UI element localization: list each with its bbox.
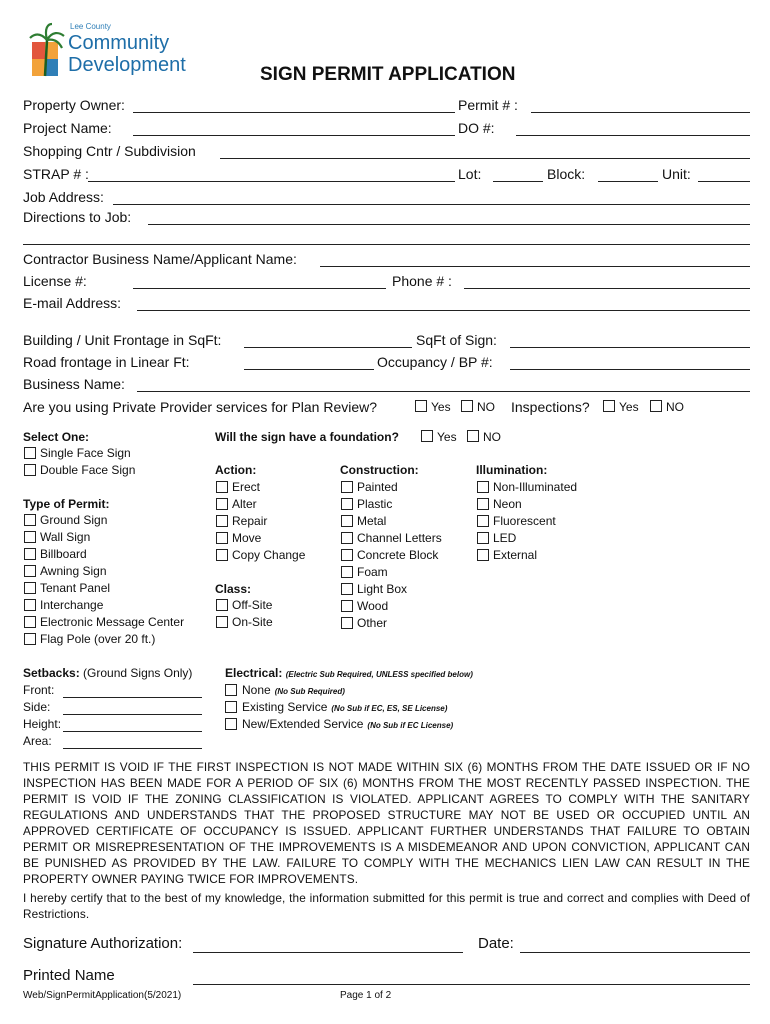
- action-repair-label: Repair: [232, 514, 268, 528]
- shopping-center-label: Shopping Cntr / Subdivision: [23, 143, 196, 159]
- road-frontage-field[interactable]: [244, 369, 374, 370]
- action-erect-label: Erect: [232, 480, 261, 494]
- sign-face-double-face-sign-label: Double Face Sign: [40, 463, 136, 477]
- electrical-existing-service-row: [242, 700, 447, 716]
- phone-field[interactable]: [464, 288, 750, 289]
- electrical-none-row: [242, 683, 345, 699]
- logo-small-text: Lee County: [70, 22, 111, 31]
- construction-plastic-checkbox[interactable]: [341, 498, 353, 510]
- electrical-option-note: (No Sub if EC, ES, SE License): [331, 704, 448, 713]
- action-copy-change-label: Copy Change: [232, 548, 306, 562]
- permit-type-flag-pole-over-20-ft-checkbox[interactable]: [24, 633, 36, 645]
- setback-area-field[interactable]: [63, 748, 202, 749]
- page-number: Page 1 of 2: [340, 990, 392, 1001]
- electrical-option-note: (No Sub Required): [274, 687, 345, 696]
- setback-front-field[interactable]: [63, 697, 202, 698]
- action-repair-checkbox[interactable]: [216, 515, 228, 527]
- construction-light-box-label: Light Box: [357, 582, 408, 596]
- job-address-label: Job Address:: [23, 189, 104, 205]
- printed-name-label: Printed Name: [23, 967, 115, 984]
- electrical-heading: Electrical:: [225, 666, 283, 680]
- block-label: Block:: [547, 166, 586, 182]
- license-field[interactable]: [133, 288, 386, 289]
- page-title: SIGN PERMIT APPLICATION: [260, 64, 516, 85]
- logo-line2: Development: [68, 54, 186, 76]
- email-label: E-mail Address:: [23, 295, 122, 311]
- shopping-center-field[interactable]: [220, 158, 750, 159]
- foundation-question: Will the sign have a foundation?: [215, 430, 399, 444]
- email-field[interactable]: [137, 310, 750, 311]
- certification-text: I hereby certify that to the best of my knowledge, the information submitted for this permit is true and correct and complies with Deed of Restrictions.: [23, 891, 750, 921]
- sign-face-single-face-sign-label: Single Face Sign: [40, 446, 131, 460]
- construction-wood-checkbox[interactable]: [341, 600, 353, 612]
- directions-field-line2[interactable]: [23, 244, 750, 245]
- road-frontage-label: Road frontage in Linear Ft:: [23, 354, 190, 370]
- private-provider-question: Are you using Private Provider services for Plan Review?: [23, 399, 378, 415]
- permit-type-flag-pole-over-20-ft-label: Flag Pole (over 20 ft.): [40, 632, 156, 646]
- type-of-permit-heading: Type of Permit:: [23, 497, 110, 511]
- construction-channel-letters-label: Channel Letters: [357, 531, 442, 545]
- sign-face-double-face-sign-checkbox[interactable]: [24, 464, 36, 476]
- illumination-heading: Illumination:: [476, 463, 548, 477]
- signature-field[interactable]: [193, 952, 463, 953]
- action-alter-checkbox[interactable]: [216, 498, 228, 510]
- printed-name-field[interactable]: [193, 984, 750, 985]
- foundation-no-checkbox[interactable]: [467, 430, 479, 442]
- property-owner-field[interactable]: [133, 112, 455, 113]
- signature-label: Signature Authorization:: [23, 935, 183, 952]
- illumination-led-checkbox[interactable]: [477, 532, 489, 544]
- do-no-field[interactable]: [516, 135, 750, 136]
- setback-side-field[interactable]: [63, 714, 202, 715]
- permit-type-ground-sign-checkbox[interactable]: [24, 514, 36, 526]
- foundation-yes-label: Yes: [437, 430, 457, 444]
- inspections-no-checkbox[interactable]: [650, 400, 662, 412]
- building-frontage-label: Building / Unit Frontage in SqFt:: [23, 332, 222, 348]
- logo-line1: Community: [68, 32, 170, 54]
- action-copy-change-checkbox[interactable]: [216, 549, 228, 561]
- project-name-field[interactable]: [133, 135, 455, 136]
- strap-label: STRAP # :: [23, 166, 89, 182]
- electrical-option-label: Existing Service: [242, 700, 328, 714]
- permit-type-billboard-label: Billboard: [40, 547, 87, 561]
- business-name-label: Business Name:: [23, 376, 125, 392]
- construction-plastic-label: Plastic: [357, 497, 393, 511]
- electrical-option-label: New/Extended Service: [242, 717, 364, 731]
- electrical-new-extended-service-checkbox[interactable]: [225, 718, 237, 730]
- setbacks-heading: Setbacks:: [23, 666, 80, 680]
- private-provider-no-label: NO: [477, 400, 495, 414]
- setbacks-note: (Ground Signs Only): [83, 666, 193, 680]
- action-heading: Action:: [215, 463, 257, 477]
- contractor-label: Contractor Business Name/Applicant Name:: [23, 251, 297, 267]
- electrical-existing-service-checkbox[interactable]: [225, 701, 237, 713]
- directions-label: Directions to Job:: [23, 209, 132, 225]
- illumination-non-illuminated-checkbox[interactable]: [477, 481, 489, 493]
- construction-concrete-block-checkbox[interactable]: [341, 549, 353, 561]
- inspections-yes-label: Yes: [619, 400, 639, 414]
- illumination-fluorescent-label: Fluorescent: [493, 514, 556, 528]
- private-provider-no-checkbox[interactable]: [461, 400, 473, 412]
- electrical-heading-row: [225, 666, 473, 682]
- illumination-neon-label: Neon: [493, 497, 522, 511]
- construction-heading: Construction:: [340, 463, 419, 477]
- setback-height-label: Height:: [23, 717, 62, 731]
- permit-type-billboard-checkbox[interactable]: [24, 548, 36, 560]
- class-on-site-checkbox[interactable]: [216, 616, 228, 628]
- setback-height-field[interactable]: [63, 731, 202, 732]
- contractor-field[interactable]: [320, 266, 750, 267]
- construction-light-box-checkbox[interactable]: [341, 583, 353, 595]
- permit-type-awning-sign-label: Awning Sign: [40, 564, 107, 578]
- strap-field[interactable]: [88, 181, 455, 182]
- county-logo: [28, 22, 188, 80]
- class-on-site-label: On-Site: [232, 615, 273, 629]
- palm-tree-logo-icon: [28, 22, 66, 78]
- lot-field[interactable]: [493, 181, 543, 182]
- permit-no-field[interactable]: [531, 112, 750, 113]
- construction-foam-checkbox[interactable]: [341, 566, 353, 578]
- construction-painted-checkbox[interactable]: [341, 481, 353, 493]
- illumination-led-label: LED: [493, 531, 517, 545]
- project-name-label: Project Name:: [23, 120, 112, 136]
- class-heading: Class:: [215, 582, 252, 596]
- setbacks-heading-row: [23, 666, 192, 680]
- foundation-no-label: NO: [483, 430, 501, 444]
- construction-metal-checkbox[interactable]: [341, 515, 353, 527]
- phone-label: Phone # :: [392, 273, 452, 289]
- occupancy-field[interactable]: [510, 369, 750, 370]
- select-one-heading: Select One:: [23, 430, 90, 444]
- class-off-site-checkbox[interactable]: [216, 599, 228, 611]
- construction-concrete-block-label: Concrete Block: [357, 548, 439, 562]
- action-move-checkbox[interactable]: [216, 532, 228, 544]
- action-erect-checkbox[interactable]: [216, 481, 228, 493]
- setback-front-label: Front:: [23, 683, 55, 697]
- void-notice: THIS PERMIT IS VOID IF THE FIRST INSPECTION IS NOT MADE WITHIN SIX (6) MONTHS FROM THE DATE ISSUED OR IF NO INSPECTION HAS BEEN MADE FOR A PERIOD OF SIX (6) MONTHS FROM THE MOST RECENTLY PASSED INSPECTION. THE PERMIT IS VOID IF THE ZONING CLASSIFICATION IS VIOLATED. APPLICANT AGREES TO COMPLY WITH THE SANITARY REGULATIONS AND UNDERSTANDS THAT THE PROPOSED STRUCTURE MAY NOT BE USED OR OCCUPIED UNTIL AN APPROVED CERTIFICATE OF OCCUPANCY IS ISSUED. APPLICANT FURTHER UNDERSTANDS THAT FAILURE TO OBTAIN PERMIT OR MISREPRESENTATION OF THE IMPROVEMENTS IS A MISDEMEANOR AND UPON CONVICTION, APPLICANT CAN BE PUNISHED AS PROVIDED BY THE LAW. FAILURE TO COMPLY WITH THE MECHANICS LIEN LAW CAN RESULT IN THE PROPERTY OWNER PAYING TWICE FOR IMPROVEMENTS.: [23, 760, 750, 886]
- construction-wood-label: Wood: [357, 599, 389, 613]
- building-frontage-field[interactable]: [244, 347, 412, 348]
- illumination-external-label: External: [493, 548, 538, 562]
- date-field[interactable]: [520, 952, 750, 953]
- permit-type-wall-sign-label: Wall Sign: [40, 530, 91, 544]
- construction-metal-label: Metal: [357, 514, 387, 528]
- permit-type-tenant-panel-checkbox[interactable]: [24, 582, 36, 594]
- property-owner-label: Property Owner:: [23, 97, 125, 113]
- construction-other-checkbox[interactable]: [341, 617, 353, 629]
- form-id: Web/SignPermitApplication(5/2021): [23, 990, 182, 1001]
- setback-side-label: Side:: [23, 700, 51, 714]
- foundation-yes-checkbox[interactable]: [421, 430, 433, 442]
- do-no-label: DO #:: [458, 120, 495, 136]
- electrical-option-label: None: [242, 683, 271, 697]
- illumination-external-checkbox[interactable]: [477, 549, 489, 561]
- private-provider-yes-checkbox[interactable]: [415, 400, 427, 412]
- block-field[interactable]: [598, 181, 658, 182]
- date-label: Date:: [478, 935, 514, 952]
- permit-type-interchange-label: Interchange: [40, 598, 104, 612]
- action-alter-label: Alter: [232, 497, 257, 511]
- inspections-yes-checkbox[interactable]: [603, 400, 615, 412]
- permit-no-label: Permit # :: [458, 97, 518, 113]
- license-label: License #:: [23, 273, 87, 289]
- permit-type-electronic-message-center-label: Electronic Message Center: [40, 615, 185, 629]
- electrical-new-extended-service-row: [242, 717, 453, 733]
- construction-painted-label: Painted: [357, 480, 398, 494]
- private-provider-yes-label: Yes: [431, 400, 451, 414]
- lot-label: Lot:: [458, 166, 482, 182]
- illumination-neon-checkbox[interactable]: [477, 498, 489, 510]
- construction-channel-letters-checkbox[interactable]: [341, 532, 353, 544]
- construction-foam-label: Foam: [357, 565, 388, 579]
- illumination-non-illuminated-label: Non-Illuminated: [493, 480, 578, 494]
- permit-type-ground-sign-label: Ground Sign: [40, 513, 108, 527]
- job-address-field[interactable]: [113, 204, 750, 205]
- permit-type-electronic-message-center-checkbox[interactable]: [24, 616, 36, 628]
- illumination-fluorescent-checkbox[interactable]: [477, 515, 489, 527]
- occupancy-label: Occupancy / BP #:: [377, 354, 493, 370]
- directions-field[interactable]: [148, 224, 750, 225]
- unit-label: Unit:: [662, 166, 691, 182]
- permit-type-tenant-panel-label: Tenant Panel: [40, 581, 111, 595]
- sqft-sign-field[interactable]: [510, 347, 750, 348]
- electrical-option-note: (No Sub if EC License): [367, 721, 454, 730]
- action-move-label: Move: [232, 531, 262, 545]
- permit-type-awning-sign-checkbox[interactable]: [24, 565, 36, 577]
- construction-other-label: Other: [357, 616, 388, 630]
- sign-face-single-face-sign-checkbox[interactable]: [24, 447, 36, 459]
- inspections-no-label: NO: [666, 400, 684, 414]
- class-off-site-label: Off-Site: [232, 598, 273, 612]
- business-name-field[interactable]: [137, 391, 750, 392]
- setback-area-label: Area:: [23, 734, 52, 748]
- unit-field[interactable]: [698, 181, 750, 182]
- permit-type-wall-sign-checkbox[interactable]: [24, 531, 36, 543]
- electrical-none-checkbox[interactable]: [225, 684, 237, 696]
- sqft-sign-label: SqFt of Sign:: [416, 332, 497, 348]
- electrical-note: (Electric Sub Required, UNLESS specified below): [285, 670, 473, 679]
- permit-type-interchange-checkbox[interactable]: [24, 599, 36, 611]
- inspections-question: Inspections?: [511, 399, 590, 415]
